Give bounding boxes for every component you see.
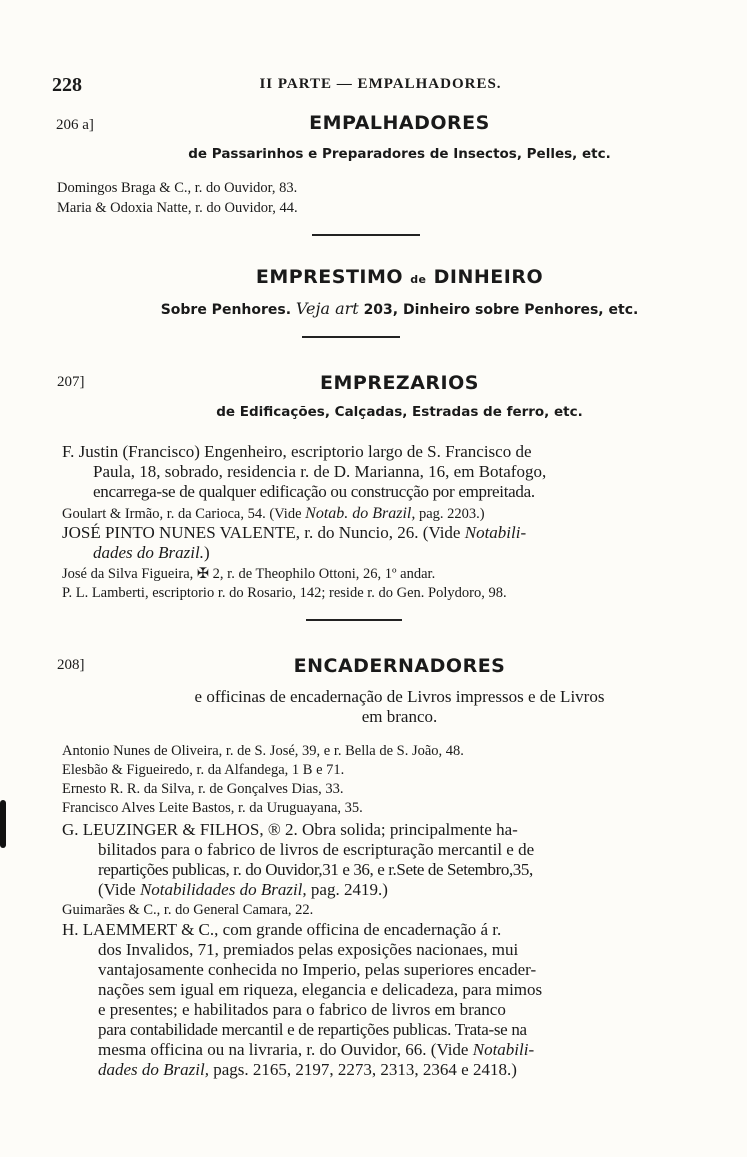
entry-pinto-valente bbox=[62, 523, 526, 563]
entry-text: dades do Brazil, bbox=[98, 1060, 209, 1079]
entry-line: nações sem igual em riqueza, elegancia e delicadeza, para mimos bbox=[98, 980, 543, 999]
entry-line: H. LAEMMERT & C., com grande officina de encadernação á r. bbox=[62, 920, 502, 939]
title-part: EMPRESTIMO bbox=[255, 266, 404, 288]
section-title-emprezarios: EMPREZARIOS bbox=[320, 372, 479, 394]
section-divider bbox=[306, 619, 402, 621]
entry-text: Notabili- bbox=[472, 1040, 535, 1059]
entry-empalhador: Maria & Odoxia Natte, r. do Ouvidor, 44. bbox=[57, 200, 298, 216]
entry-guimaraes: Guimarães & C., r. do General Camara, 22. bbox=[62, 902, 314, 918]
section-subtitle-encadernadores: em branco. bbox=[361, 707, 438, 726]
entry-empalhador: Domingos Braga & C., r. do Ouvidor, 83. bbox=[57, 180, 298, 196]
running-header: II PARTE — EMPALHADORES. bbox=[259, 76, 502, 92]
entry-line bbox=[62, 1040, 542, 1060]
entry-line: F. Justin (Francisco) Engenheiro, escriptorio largo de S. Francisco de bbox=[62, 442, 532, 461]
subtitle-part: 203, Dinheiro sobre Penhores, etc. bbox=[363, 302, 639, 318]
entry-line: e presentes; e habilitados para o fabrico de livros em branco bbox=[98, 1000, 506, 1019]
section-title-encadernadores: ENCADERNADORES bbox=[293, 655, 506, 677]
entry-leuzinger bbox=[62, 820, 534, 900]
entry-nunes-oliveira: Antonio Nunes de Oliveira, r. de S. José, 39, e r. Bella de S. João, 48. bbox=[62, 743, 464, 759]
entry-justin bbox=[62, 442, 546, 502]
entry-text: ) bbox=[203, 543, 210, 562]
entry-line: dos Invalidos, 71, premiados pelas exposições nacionaes, mui bbox=[98, 940, 519, 959]
subtitle-part: Veja art bbox=[295, 299, 359, 318]
section-title-empalhadores: EMPALHADORES bbox=[309, 112, 490, 134]
section-divider bbox=[312, 234, 420, 236]
entry-goulart bbox=[62, 505, 485, 523]
entry-line: encarrega-se de qualquer edificação ou construcção por empreitada. bbox=[93, 482, 535, 501]
page-number: 228 bbox=[52, 74, 82, 96]
entry-laemmert bbox=[62, 920, 542, 1080]
entry-line: para contabilidade mercantil e de repartições publicas. Trata-se na bbox=[98, 1020, 527, 1039]
section-ref-207: 207] bbox=[57, 374, 85, 390]
entry-text: Notabili- bbox=[464, 523, 527, 542]
entry-line: G. LEUZINGER & FILHOS, ® 2. Obra solida; principalmente ha- bbox=[62, 820, 518, 839]
entry-leite-bastos: Francisco Alves Leite Bastos, r. da Uruguayana, 35. bbox=[62, 800, 363, 816]
entry-text: JOSÉ PINTO NUNES VALENTE, r. do Nuncio, 26. (Vide bbox=[62, 523, 461, 542]
title-part: DINHEIRO bbox=[433, 266, 544, 288]
entry-line bbox=[62, 523, 526, 543]
entry-text: pag. 2203.) bbox=[419, 506, 485, 522]
entry-line bbox=[62, 1060, 542, 1080]
title-part: de bbox=[410, 273, 427, 286]
section-subtitle-emprezarios: de Edificações, Calçadas, Estradas de ferro, etc. bbox=[216, 404, 583, 420]
entry-line: Paula, 18, sobrado, residencia r. de D. Marianna, 16, em Botafogo, bbox=[93, 462, 547, 481]
entry-ernesto: Ernesto R. R. da Silva, r. de Gonçalves Dias, 33. bbox=[62, 781, 344, 797]
entry-text: (Vide bbox=[98, 880, 136, 899]
entry-line: bilitados para o fabrico de livros de escripturação mercantil e de bbox=[98, 840, 535, 859]
entry-text: pags. 2165, 2197, 2273, 2313, 2364 e 2418.) bbox=[213, 1060, 517, 1079]
section-subtitle-emprestimo bbox=[0, 299, 747, 318]
section-title-emprestimo bbox=[0, 266, 747, 288]
entry-text: dades do Brazil. bbox=[93, 543, 204, 562]
margin-mark bbox=[0, 800, 6, 848]
section-ref-206a: 206 a] bbox=[56, 117, 94, 133]
section-subtitle-empalhadores: de Passarinhos e Preparadores de Insectos, Pelles, etc. bbox=[188, 146, 611, 162]
entry-line bbox=[62, 880, 534, 900]
entry-text: mesma officina ou na livraria, r. do Ouvidor, 66. (Vide bbox=[98, 1040, 469, 1059]
entry-figueira: José da Silva Figueira, ✠ 2, r. de Theophilo Ottoni, 26, 1º andar. bbox=[62, 566, 436, 582]
entry-text: Notab. do Brazil, bbox=[305, 505, 416, 522]
entry-line: repartições publicas, r. do Ouvidor,31 e 36, e r.Sete de Setembro,35, bbox=[98, 860, 533, 879]
entry-text: Notabilidades do Brazil, bbox=[139, 880, 307, 899]
entry-text: Goulart & Irmão, r. da Carioca, 54. (Vide bbox=[62, 506, 302, 522]
entry-elesbao: Elesbão & Figueiredo, r. da Alfandega, 1 B e 71. bbox=[62, 762, 345, 778]
section-ref-208: 208] bbox=[57, 657, 85, 673]
subtitle-part: Sobre Penhores. bbox=[160, 302, 292, 318]
entry-lamberti: P. L. Lamberti, escriptorio r. do Rosario, 142; reside r. do Gen. Polydoro, 98. bbox=[62, 585, 507, 601]
entry-line: vantajosamente conhecida no Imperio, pelas superiores encader- bbox=[98, 960, 537, 979]
entry-text: pag. 2419.) bbox=[310, 880, 388, 899]
section-subtitle-encadernadores: e officinas de encadernação de Livros impressos e de Livros bbox=[194, 687, 605, 706]
section-divider bbox=[302, 336, 400, 338]
entry-line bbox=[62, 543, 526, 563]
